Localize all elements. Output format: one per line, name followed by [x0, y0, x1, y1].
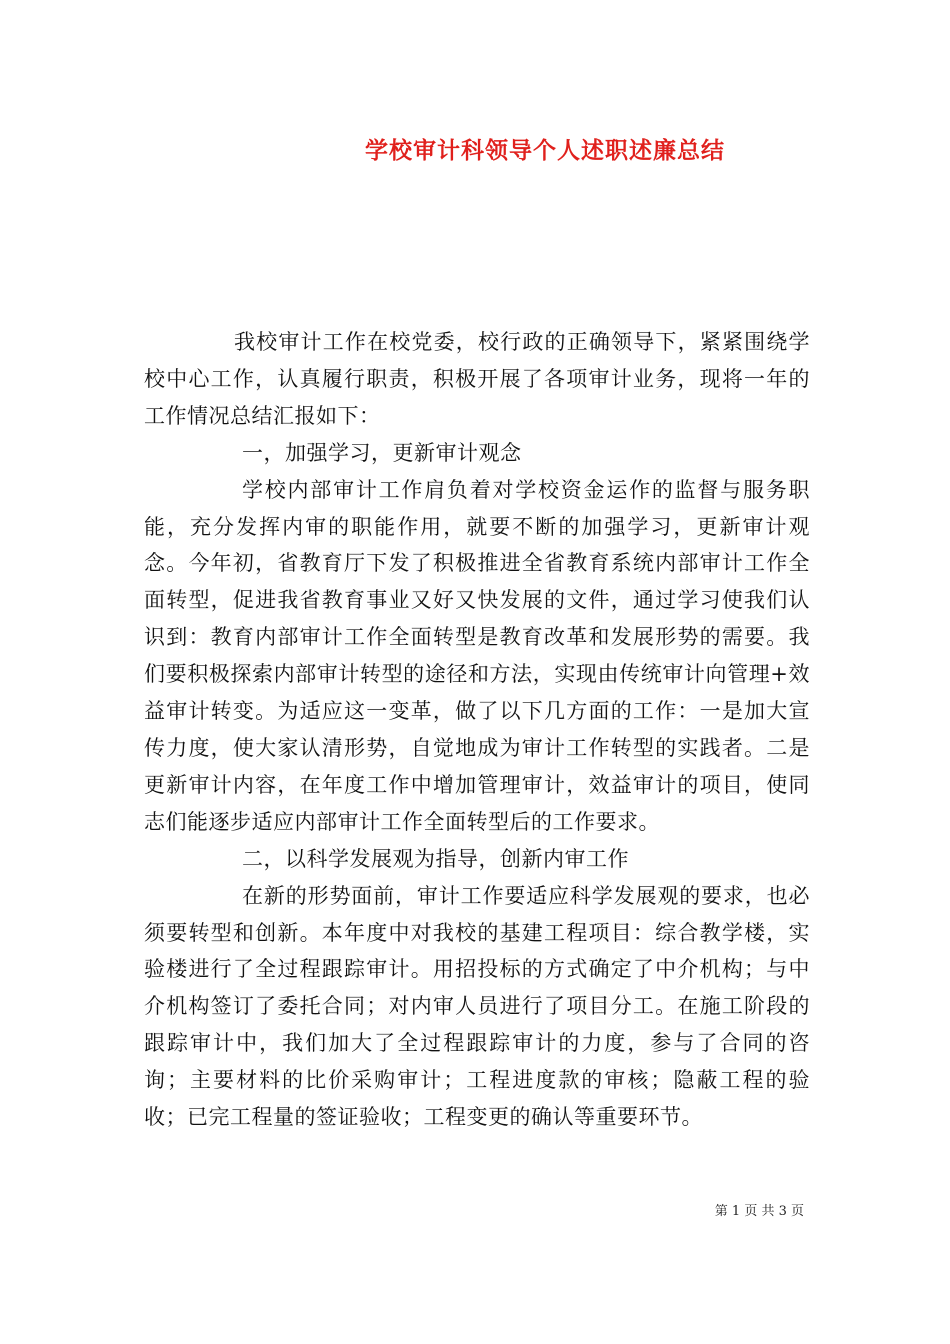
section-2-paragraph: 在新的形势面前，审计工作要适应科学发展观的要求，也必须要转型和创新。本年度中对我校的基建工程项目：综合教学楼，实验楼进行了全过程跟踪审计。用招投标的方式确定了中介机构；与中介机构签订了委托合同；对内审人员进行了项目分工。在施工阶段的跟踪审计中，我们加大了全过程跟踪审计的力度，参与了合同的咨询；主要材料的比价采购审计；工程进度款的审核；隐蔽工程的验收；已完工程量的签证验收；工程变更的确认等重要环节。 — [144, 883, 810, 1130]
document-body — [144, 324, 810, 1136]
section-1-paragraph: 学校内部审计工作肩负着对学校资金运作的监督与服务职能，充分发挥内审的职能作用，就要不断的加强学习，更新审计观念。今年初，省教育厅下发了积极推进全省教育系统内部审计工作全面转型，促进我省教育事业又好又快发展的文件，通过学习使我们认识到：教育内部审计工作全面转型是教育改革和发展形势的需要。我们要积极探索内部审计转型的途径和方法，实现由传统审计向管理+效益审计转变。为适应这一变革，做了以下几方面的工作：一是加大宣传力度，使大家认清形势，自觉地成为审计工作转型的实践者。二是更新审计内容，在年度工作中增加管理审计，效益审计的项目，使同志们能逐步适应内部审计工作全面转型后的工作要求。 — [144, 477, 810, 834]
page-number-footer: 第 1 页 共 3 页 — [714, 1204, 804, 1219]
intro-paragraph: 我校审计工作在校党委，校行政的正确领导下，紧紧围绕学校中心工作，认真履行职责，积极开展了各项审计业务，现将一年的工作情况总结汇报如下： — [144, 330, 810, 428]
section-heading-2: 二，以科学发展观为指导，创新内审工作 — [242, 846, 629, 871]
document-title: 学校审计科领导个人述职述廉总结 — [365, 137, 725, 164]
section-heading-1: 一，加强学习，更新审计观念 — [242, 440, 522, 465]
